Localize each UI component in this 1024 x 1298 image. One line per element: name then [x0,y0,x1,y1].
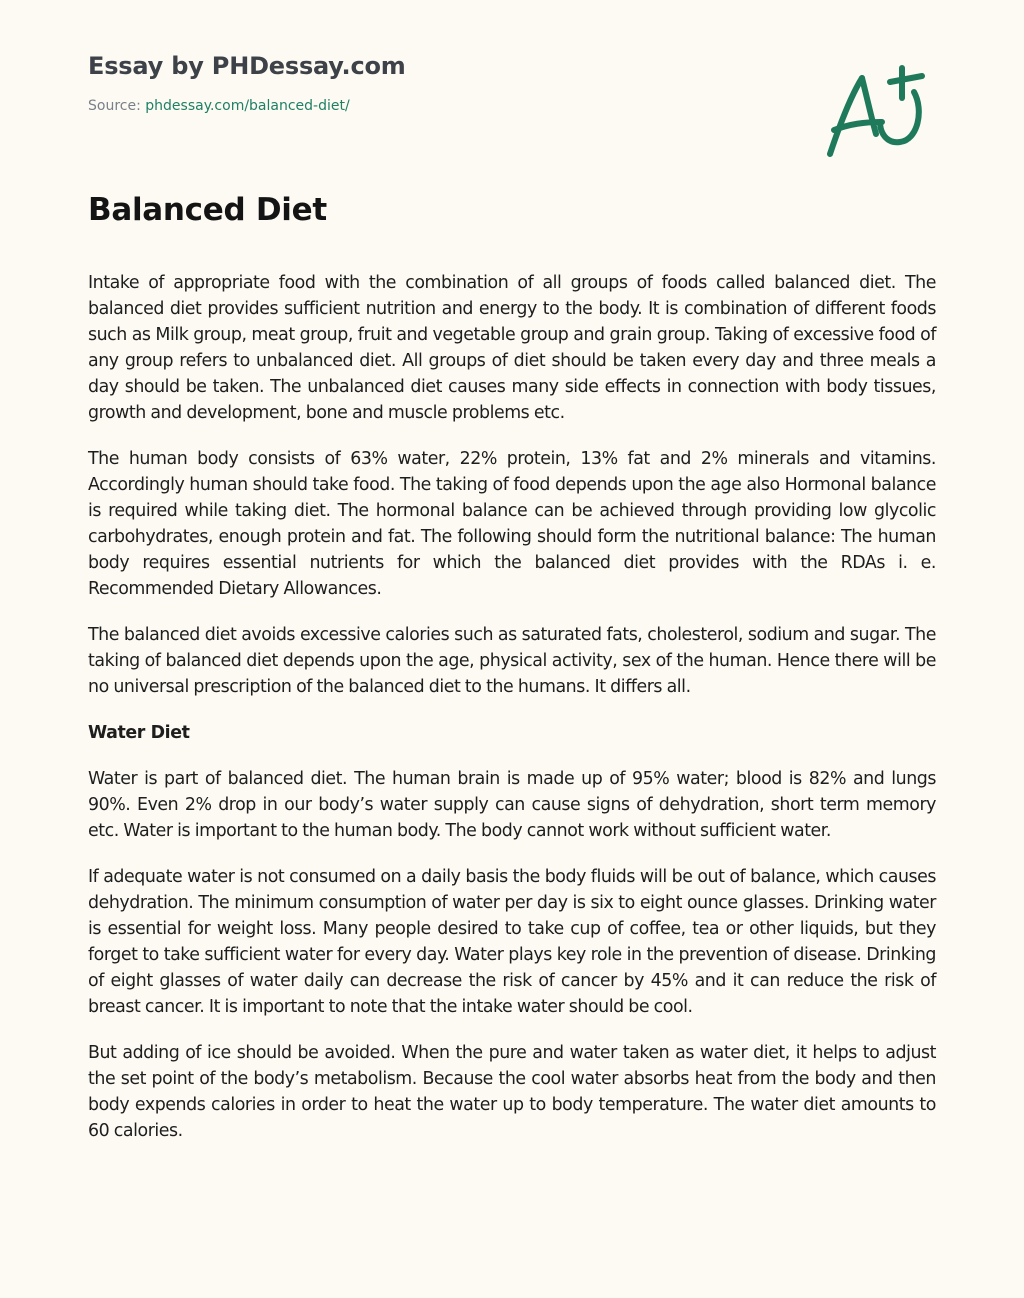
paragraph: The human body consists of 63% water, 22% protein, 13% fat and 2% minerals and vitamins. Accordingly human should take food. The taking of food depends upon the age also Hormonal balance is required while taking diet. The hormonal balance can be achieved through providing low glycolic carbohydrates, enough protein and fat. The following should form the nutritional balance: The human body requires essential nutrients for which the balanced diet provides with the RDAs i. e. Recommended Dietary Allowances. [88,449,936,599]
page-title: Balanced Diet [88,192,327,228]
source-line [88,96,406,116]
page-header [88,50,406,116]
source-label: Source: [88,98,146,114]
paragraph: Intake of appropriate food with the combination of all groups of foods called balanced diet. The balanced diet provides sufficient nutrition and energy to the body. It is combination of different foods such as Milk group, meat group, fruit and vegetable group and grain group. Taking of excessive food of any group refers to unbalanced diet. All groups of diet should be taken every day and three meals a day should be taken. The unbalanced diet causes many side effects in connection with body tissues, growth and development, bone and muscle problems etc. [88,273,936,423]
paragraph: If adequate water is not consumed on a daily basis the body fluids will be out of balance, which causes dehydration. The minimum consumption of water per day is six to eight ounce glasses. Drinking water is essential for weight loss. Many people desired to take cup of coffee, tea or other liquids, but they forget to take sufficient water for every day. Water plays key role in the prevention of disease. Drinking of eight glasses of water daily can decrease the risk of cancer by 45% and it can reduce the risk of breast cancer. It is important to note that the intake water should be cool. [88,867,936,1017]
paragraph: But adding of ice should be avoided. When the pure and water taken as water diet, it helps to adjust the set point of the body’s metabolism. Because the cool water absorbs heat from the body and then body expends calories in order to heat the water up to body temperature. The water diet amounts to 60 calories. [88,1043,936,1141]
brand-title: Essay by PHDessay.com [88,52,406,80]
section-heading: Water Diet [88,723,190,743]
source-link[interactable]: phdessay.com/balanced-diet/ [145,98,350,114]
article-body [88,270,936,1164]
paragraph: The balanced diet avoids excessive calories such as saturated fats, cholesterol, sodium and sugar. The taking of balanced diet depends upon the age, physical activity, sex of the human. Hence there will be no universal prescription of the balanced diet to the humans. It differs all. [88,625,936,697]
paragraph: Water is part of balanced diet. The human brain is made up of 95% water; blood is 82% and lungs 90%. Even 2% drop in our body’s water supply can cause signs of dehydration, short term memory etc. Water is important to the human body. The body cannot work without sufficient water. [88,769,936,841]
a-plus-grade-icon [818,62,938,162]
